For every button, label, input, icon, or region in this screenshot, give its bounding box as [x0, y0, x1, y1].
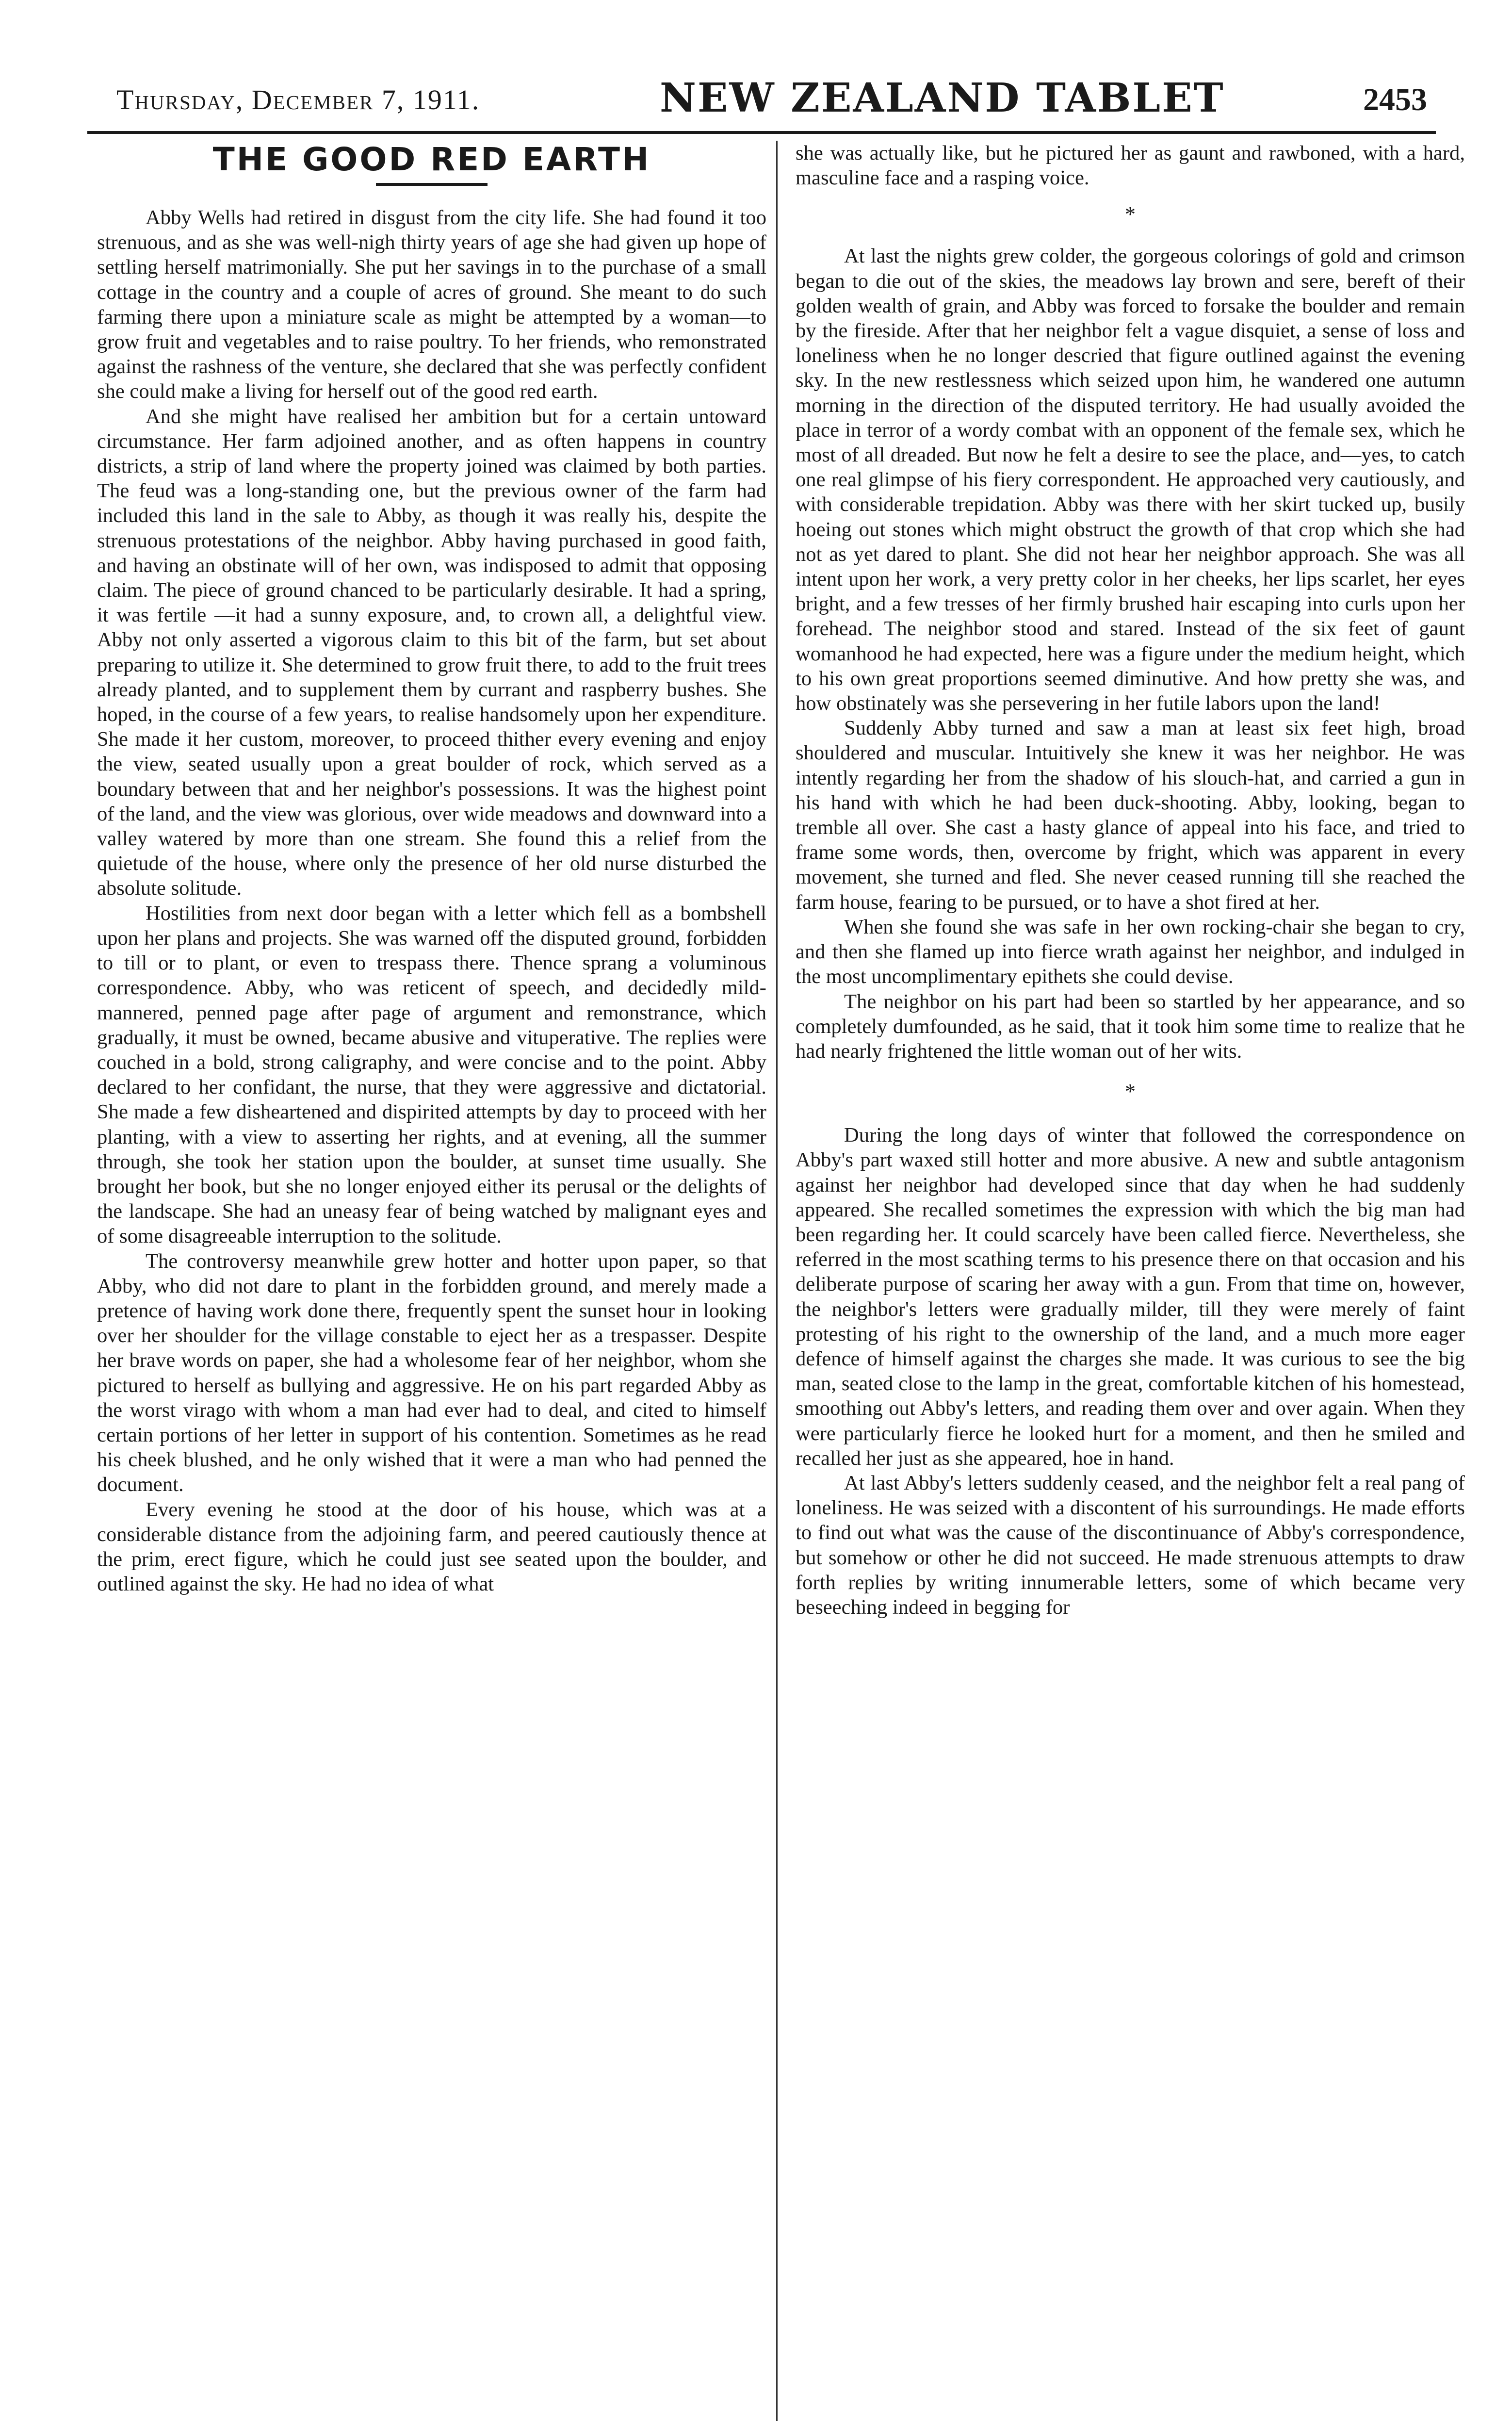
- article-paragraph: At last Abby's letters suddenly ceased, and the neighbor felt a real pang of loneliness. He was seized with a discontent of his surroundings. He made efforts to find out what was the cause of the discontinuance of Abby's correspondence, but somehow or other he did not succeed. He made strenuous attempts to draw forth replies by writing innumerable letters, some of which became very beseeching indeed in begging for: [796, 1471, 1465, 1619]
- left-column: [97, 141, 766, 2421]
- publication-title: NEW ZEALAND TABLET: [660, 75, 1225, 121]
- article-paragraph: During the long days of winter that followed the correspondence on Abby's part waxed still hotter and more abusive. A new and subtle antagonism against her neighbor had developed since that day when he had suddenly appeared. She recalled sometimes the expression with which the big man had been regarding her. It could scarcely have been called fierce. Nevertheless, she referred in the most scathing terms to his presence there on that occasion and his deliberate purpose of scaring her away with a gun. From that time on, however, the neighbor's letters were gradually milder, till they were merely of faint protesting of his right to the ownership of the land, and a much more eager defence of himself against the charges she made. It was curious to see the big man, seated close to the lamp in the great, comfortable kitchen of his homestead, smoothing out Abby's letters, and reading them over and over again. When they were particularly fierce he looked hurt for a moment, and then he smiled and recalled her just as she appeared, hoe in hand.: [796, 1124, 1465, 1470]
- article-paragraph-continued: she was actually like, but he pictured her as gaunt and rawboned, with a hard, masculine face and a rasping voice.: [796, 142, 1465, 190]
- issue-date: Thursday, December 7, 1911.: [116, 84, 480, 115]
- article-paragraph: At last the nights grew colder, the gorgeous colorings of gold and crimson began to die out of the skies, the meadows lay brown and sere, bereft of their golden wealth of grain, and Abby was forced to forsake the boulder and remain by the fireside. After that her neighbor felt a vague disquiet, a sense of loss and loneliness when he no longer descried that figure outlined against the evening sky. In the new restlessness which seized upon him, he wandered one autumn morning in the direction of the disputed territory. He had usually avoided the place in terror of a wordy combat with an opponent of the female sex, which he most of all dreaded. But now he felt a desire to see the place, and—yes, to catch one real glimpse of his fiery correspondent. He approached very cautiously, and with considerable trepidation. Abby was there with her skirt tucked up, busily hoeing out stones which might obstruct the growth of that crop which she had not as yet dared to plant. She did not hear her neighbor approach. She was all intent upon her work, a very pretty color in her cheeks, her lips scarlet, her eyes bright, and a few tresses of her firmly brushed hair escaping into curls upon her forehead. The neighbor stood and stared. Instead of the six feet of gaunt womanhood he had expected, here was a figure under the medium height, which to his own great proportions seemed diminutive. And how pretty she was, and how obstinately was she persevering in her futile labors upon the land!: [796, 245, 1465, 715]
- article-paragraph: Abby Wells had retired in disgust from the city life. She had found it too strenuous, and as she was well-nigh thirty years of age she had given up hope of settling herself matrimonially. She put her savings in to the purchase of a small cottage in the country and a couple of acres of ground. She meant to do such farming there upon a miniature scale as might be attempted by a woman—to grow fruit and vegetables and to raise poultry. To her friends, who remonstrated against the rashness of the venture, she declared that she was perfectly confident she could make a living for herself out of the good red earth.: [97, 206, 766, 403]
- article-paragraph: And she might have realised her ambition but for a certain untoward circumstance. Her farm adjoined another, and as often happens in country districts, a strip of land where the property joined was claimed by both parties. The feud was a long-standing one, but the previous owner of the farm had included this land in the sale to Abby, as though it was really his, despite the strenuous protestations of the neighbor. Abby having purchased in good faith, and having an obstinate will of her own, was indisposed to admit that opposing claim. The piece of ground chanced to be particularly desirable. It had a spring, it was fertile —it had a sunny exposure, and, to crown all, a delightful view. Abby not only asserted a vigorous claim to this bit of the farm, but set about preparing to utilize it. She determined to grow fruit there, to add to the fruit trees already planted, and to supplement them by currant and raspberry bushes. She hoped, in the course of a few years, to realise handsomely upon her expenditure. She made it her custom, moreover, to proceed thither every evening and enjoy the view, seated usually upon a great boulder of rock, which served as a boundary between that and her neighbor's possessions. It was the highest point of the land, and the view was glorious, over wide meadows and downward into a valley watered by more than one stream. She found this a relief from the quietude of the house, where only the presence of her old nurse disturbed the absolute solitude.: [97, 405, 766, 900]
- page-header: [87, 73, 1436, 131]
- header-rule: [87, 131, 1436, 134]
- article-paragraph: The neighbor on his part had been so startled by her appearance, and so completely dumfounded, as he said, that it took him some time to realize that he had nearly frightened the little woman out of her wits.: [796, 990, 1465, 1063]
- article-paragraph: When she found she was safe in her own rocking-chair she began to cry, and then she flamed up into fierce wrath against her neighbor, and indulged in the most uncomplimentary epithets she could devise.: [796, 915, 1465, 988]
- article-paragraph: Hostilities from next door began with a letter which fell as a bombshell upon her plans and projects. She was warned off the disputed ground, forbidden to till or to plant, or even to trespass there. Thence sprang a voluminous correspondence. Abby, who was reticent of speech, and decidedly mild-mannered, penned page after page of argument and remonstrance, which gradually, it must be owned, became abusive and vituperative. The replies were couched in a bold, strong caligraphy, and were concise and to the point. Abby declared to her confidant, the nurse, that they were aggressive and dictatorial. She made a few disheartened and dispirited attempts by day to proceed with her planting, with a view to asserting her rights, and at evening, all the summer through, she took her station upon the boulder, at sunset time usually. She brought her book, but she no longer enjoyed either its perusal or the delights of the landscape. She had an uneasy fear of being watched by malignant eyes and of some disagreeable interruption to the solitude.: [97, 902, 766, 1248]
- title-rule: [376, 183, 488, 186]
- column-divider: [776, 141, 778, 2421]
- article-title: THE GOOD RED EARTH: [212, 141, 651, 178]
- page-number: 2453: [1363, 82, 1427, 117]
- section-separator: *: [1125, 1080, 1136, 1104]
- right-column: [796, 141, 1465, 2421]
- article-paragraph: Every evening he stood at the door of his house, which was at a considerable distance from the adjoining farm, and peered cautiously thence at the prim, erect figure, which he could just see seated upon the boulder, and outlined against the sky. He had no idea of what: [97, 1498, 766, 1596]
- article-paragraph: The controversy meanwhile grew hotter and hotter upon paper, so that Abby, who did not dare to plant in the forbidden ground, and merely made a pretence of having work done there, frequently spent the sunset hour in looking over her shoulder for the village constable to eject her as a trespasser. Despite her brave words on paper, she had a wholesome fear of her neighbor, whom she pictured to herself as bullying and aggressive. He on his part regarded Abby as the worst virago with whom a man had ever had to deal, and cited to himself certain portions of her letter in support of his contention. Sometimes as he read his cheek blushed, and he only wished that it were a man who had penned the document.: [97, 1249, 766, 1496]
- section-separator: *: [1125, 202, 1136, 227]
- article-paragraph: Suddenly Abby turned and saw a man at least six feet high, broad shouldered and muscular. Intuitively she knew it was her neighbor. He was intently regarding her from the shadow of his slouch-hat, and carried a gun in his hand with which he had been duck-shooting. Abby, looking, began to tremble all over. She cast a hasty glance of appeal into his face, and tried to frame some words, then, overcome by fright, which was apparent in every movement, she turned and fled. She never ceased running till she reached the farm house, fearing to be pursued, or to have a shot fired at her.: [796, 717, 1465, 914]
